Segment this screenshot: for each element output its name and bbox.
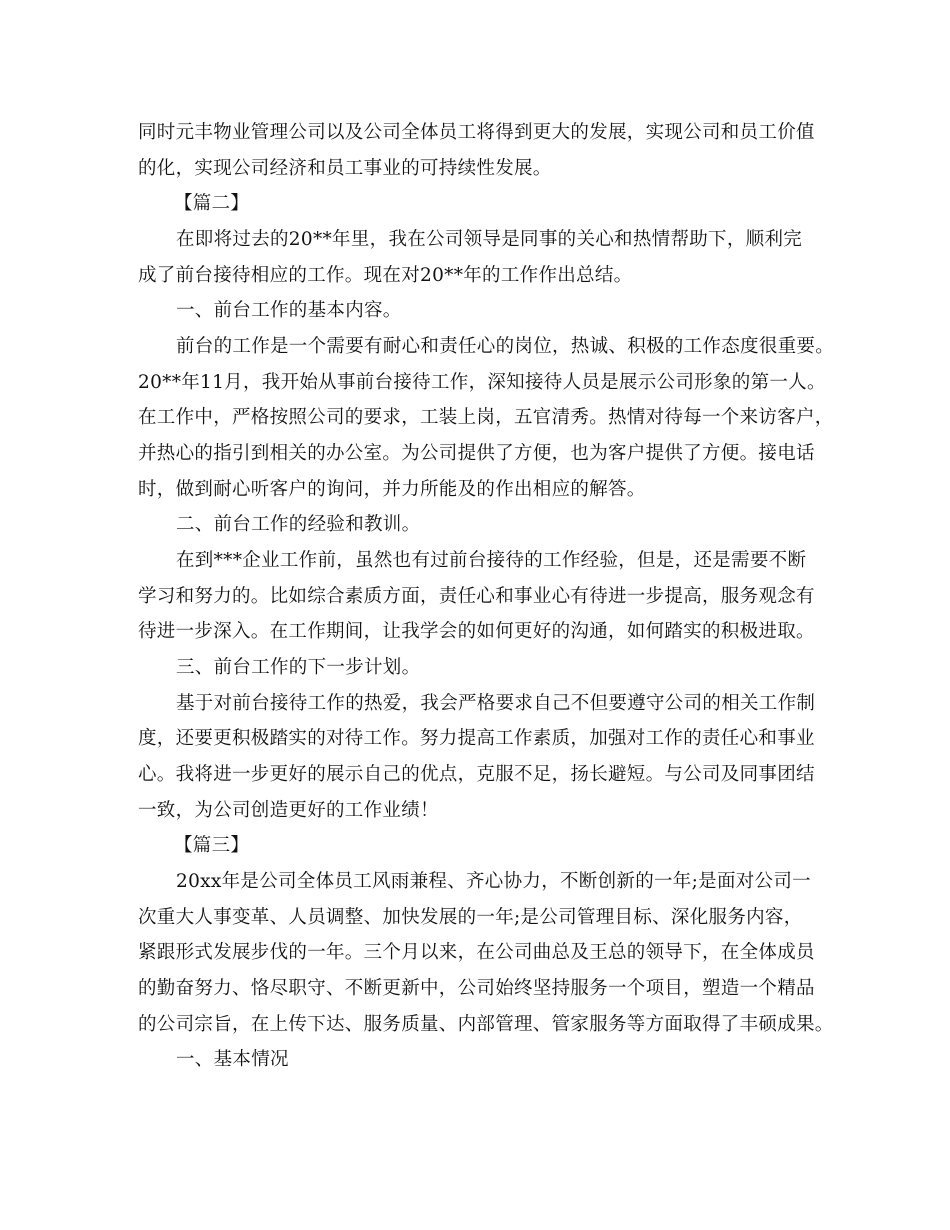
text-line: 在工作中，严格按照公司的要求，工装上岗，五官清秀。热情对待每一个来访客户， — [138, 407, 834, 428]
text-line: 成了前台接待相应的工作。现在对20**年的工作作出总结。 — [138, 265, 633, 286]
text-line: 同时元丰物业管理公司以及公司全体员工将得到更大的发展，实现公司和员工价值 — [138, 122, 815, 143]
paragraph-start: 20xx年是公司全体员工风雨兼程、齐心协力，不断创新的一年;是面对公司一 — [176, 871, 811, 892]
text-line: 学习和努力的。比如综合素质方面，责任心和事业心有待进一步提高，服务观念有 — [138, 586, 815, 607]
text-line: 一致，为公司创造更好的工作业绩！ — [138, 800, 439, 821]
subsection-heading: 一、前台工作的基本内容。 — [176, 300, 402, 321]
paragraph-start: 在到***企业工作前，虽然也有过前台接待的工作经验，但是，还是需要不断 — [176, 550, 807, 571]
subsection-heading: 三、前台工作的下一步计划。 — [176, 657, 421, 678]
text-line: 的化，实现公司经济和员工事业的可持续性发展。 — [138, 158, 552, 179]
subsection-heading: 二、前台工作的经验和教训。 — [176, 514, 421, 535]
paragraph-start: 基于对前台接待工作的热爱，我会严格要求自己不但要遵守公司的相关工作制 — [176, 693, 816, 714]
text-line: 20**年11月，我开始从事前台接待工作，深知接待人员是展示公司形象的第一人。 — [138, 372, 826, 393]
text-line: 并热心的指引到相关的办公室。为公司提供了方便，也为客户提供了方便。接电话 — [138, 443, 815, 464]
section-heading: 【篇二】 — [174, 193, 250, 214]
text-line: 时，做到耐心听客户的询问，并力所能及的作出相应的解答。 — [138, 479, 646, 500]
section-heading: 【篇三】 — [174, 835, 250, 856]
text-line: 的公司宗旨，在上传下达、服务质量、内部管理、管家服务等方面取得了丰硕成果。 — [138, 1014, 834, 1035]
text-line: 次重大人事变革、人员调整、加快发展的一年;是公司管理目标、深化服务内容， — [138, 907, 803, 928]
text-line: 紧跟形式发展步伐的一年。三个月以来，在公司曲总及王总的领导下，在全体成员 — [138, 942, 815, 963]
subsection-heading: 一、基本情况 — [176, 1049, 289, 1070]
paragraph-start: 前台的工作是一个需要有耐心和责任心的岗位，热诚、积极的工作态度很重要。 — [176, 336, 835, 357]
text-line: 的勤奋努力、恪尽职守、不断更新中，公司始终坚持服务一个项目，塑造一个精品 — [138, 978, 815, 999]
text-line: 度，还要更积极踏实的对待工作。努力提高工作素质，加强对工作的责任心和事业 — [138, 728, 815, 749]
text-line: 待进一步深入。在工作期间，让我学会的如何更好的沟通，如何踏实的积极进取。 — [138, 621, 815, 642]
paragraph-start: 在即将过去的20**年里，我在公司领导是同事的关心和热情帮助下，顺利完 — [176, 229, 803, 250]
text-line: 心。我将进一步更好的展示自己的优点，克服不足，扬长避短。与公司及同事团结 — [138, 764, 815, 785]
